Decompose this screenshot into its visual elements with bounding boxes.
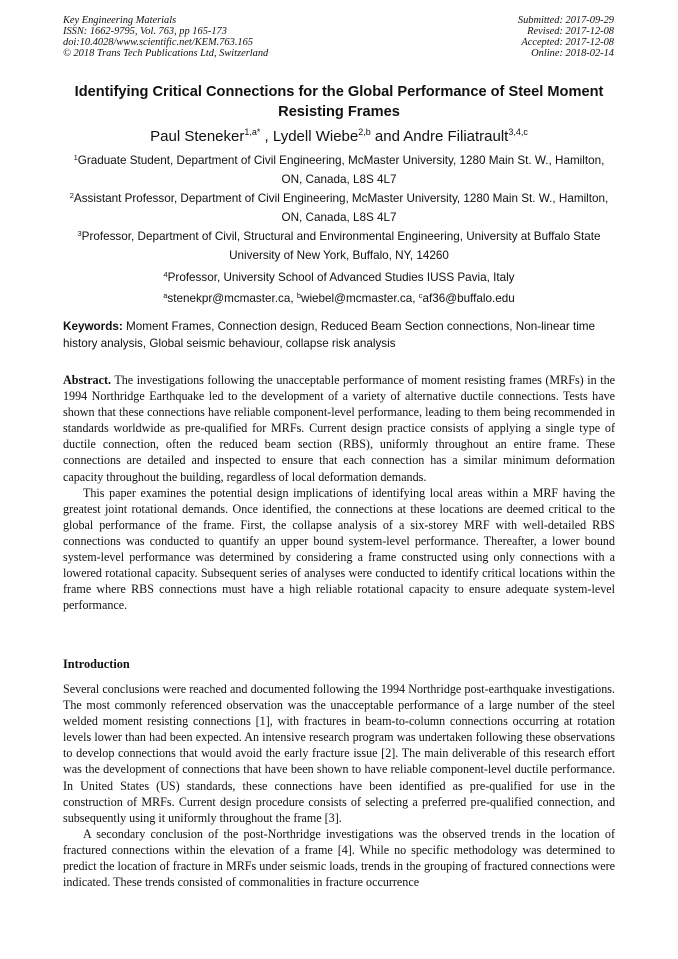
date-accepted: Accepted: 2017-12-08 [521, 37, 614, 49]
date-revised: Revised: 2017-12-08 [527, 26, 614, 38]
journal-name: Key Engineering Materials [63, 15, 177, 26]
introduction-paragraph-2: A secondary conclusion of the post-Northridge investigations was the observed trends in the location of fractured connections within the elevation of a frame [4]. While no specific methodology was determined to predict the location of fracture in MRFs under seismic loads, trends in the grouping of fractured connections were indicated. These trends consisted of commonalities in fracture occurrence [63, 826, 615, 890]
author-superscript: 3,4,c [508, 127, 528, 137]
affiliation-number: 3 [77, 229, 82, 238]
affiliation-number: 2 [69, 191, 74, 200]
author-superscript: 1,a* [244, 127, 261, 137]
affiliation-text: Professor, University School of Advanced Studies IUSS Pavia, Italy [167, 271, 515, 284]
keywords [63, 318, 615, 352]
abstract-paragraph-1 [63, 372, 615, 485]
keywords-label: Keywords: [63, 320, 123, 333]
email-address[interactable]: af36@buffalo.edu [422, 292, 515, 305]
affiliation-number: 4 [163, 270, 168, 279]
affiliation-number: 1 [73, 153, 78, 162]
author-list [63, 127, 615, 147]
abstract [63, 372, 615, 613]
affiliation-2 [63, 189, 615, 227]
date-online: Online: 2018-02-14 [531, 48, 614, 60]
paper-title: Identifying Critical Connections for the Global Performance of Steel Moment Resisting Frames [74, 84, 604, 120]
affiliation-text: Professor, Department of Civil, Structural and Environmental Engineering, University at Buffalo State University of New York, Buffalo, NY, 14260 [81, 230, 601, 262]
author-name: Andre Filiatrault [403, 128, 509, 145]
email-address[interactable]: stenekpr@mcmaster.ca, [167, 292, 297, 305]
section-heading-introduction: Introduction [63, 657, 130, 671]
email-superscript: c [418, 291, 423, 300]
introduction-body [63, 681, 615, 890]
author-superscript: 2,b [358, 127, 371, 137]
submission-dates [518, 15, 614, 59]
author-separator: , [260, 128, 273, 145]
keywords-text: Moment Frames, Connection design, Reduced Beam Section connections, Non-linear time history analysis, Global seismic behaviour, collapse risk analysis [63, 320, 596, 350]
email-superscript: a [163, 291, 168, 300]
author-separator: and [370, 128, 404, 145]
journal-doi: doi:10.4028/www.scientific.net/KEM.763.165 [63, 37, 253, 49]
journal-copyright: © 2018 Trans Tech Publications Ltd, Switzerland [63, 48, 269, 60]
email-superscript: b [296, 291, 302, 300]
email-line [63, 289, 615, 308]
email-address[interactable]: wiebel@mcmaster.ca, [301, 292, 419, 305]
journal-info [63, 15, 268, 59]
affiliation-3 [63, 227, 615, 265]
affiliation-text: Graduate Student, Department of Civil Engineering, McMaster University, 1280 Main St. W., Hamilton, ON, Canada, L8S 4L7 [77, 154, 605, 186]
abstract-text: The investigations following the unacceptable performance of moment resisting frames (MRFs) in the 1994 Northridge Earthquake led to the development of a variety of alternative ductile connections. Tests have shown that these connections have reliable component-level performance, leading to them being recommended in standards worldwide as pre-qualified for MRFs. Current design practice consists of applying a single type of ductile connection, often the reduced beam section (RBS), uniformly throughout an entire frame. These connections are detailed and inspected to ensure that each connection has a similar minimum deformation capacity throughout the building, regardless of local deformation demands. [63, 373, 615, 484]
affiliation-text: Assistant Professor, Department of Civil Engineering, McMaster University, 1280 Main St. W., Hamilton, ON, Canada, L8S 4L7 [73, 192, 609, 224]
author-name: Lydell Wiebe [272, 128, 359, 145]
journal-issn: ISSN: 1662-9795, Vol. 763, pp 165-173 [63, 26, 227, 38]
abstract-paragraph-2: This paper examines the potential design implications of identifying local areas within a MRF having the greatest joint rotational demands. Once identified, the connections at these locations are deemed critical to the global performance of the frame. First, the collapse analysis of a six-storey MRF with well-detailed RBS connections was conducted to quantify an upper bound system-level performance. Thereafter, a lower bound system-level performance was determined by considering a frame constructed using only connections with a lowered rotational capacity. Subsequent series of analyses were conducted to identify critical locations within the frame where RBS connections must have a high reliable rotational capacity to ensure adequate system-level performance. [63, 485, 615, 613]
introduction-paragraph-1: Several conclusions were reached and documented following the 1994 Northridge post-earthquake investigations. The most commonly referenced observation was the unacceptable performance of a large number of the steel welded moment resisting connections [1], with fractures in beam-to-column connections occurring at rotation levels lower than had been expected. An intensive research program was undertaken following these observations to develop connections that would avoid the early fracture issue [2]. The main deliverable of this research effort was the development of connections that have been shown to have reliable component-level ductile performance. In United States (US) standards, these connections have been identified as pre-qualified for use in the construction of MRFs. Current design procedure consists of selecting a preferred pre-qualified connection, and subsequently using it uniformly throughout the frame [3]. [63, 682, 615, 825]
abstract-label: Abstract. [63, 373, 112, 387]
affiliation-1 [63, 151, 615, 189]
affiliation-4 [63, 268, 615, 287]
date-submitted: Submitted: 2017-09-29 [517, 15, 614, 26]
author-name: Paul Steneker [150, 128, 245, 145]
